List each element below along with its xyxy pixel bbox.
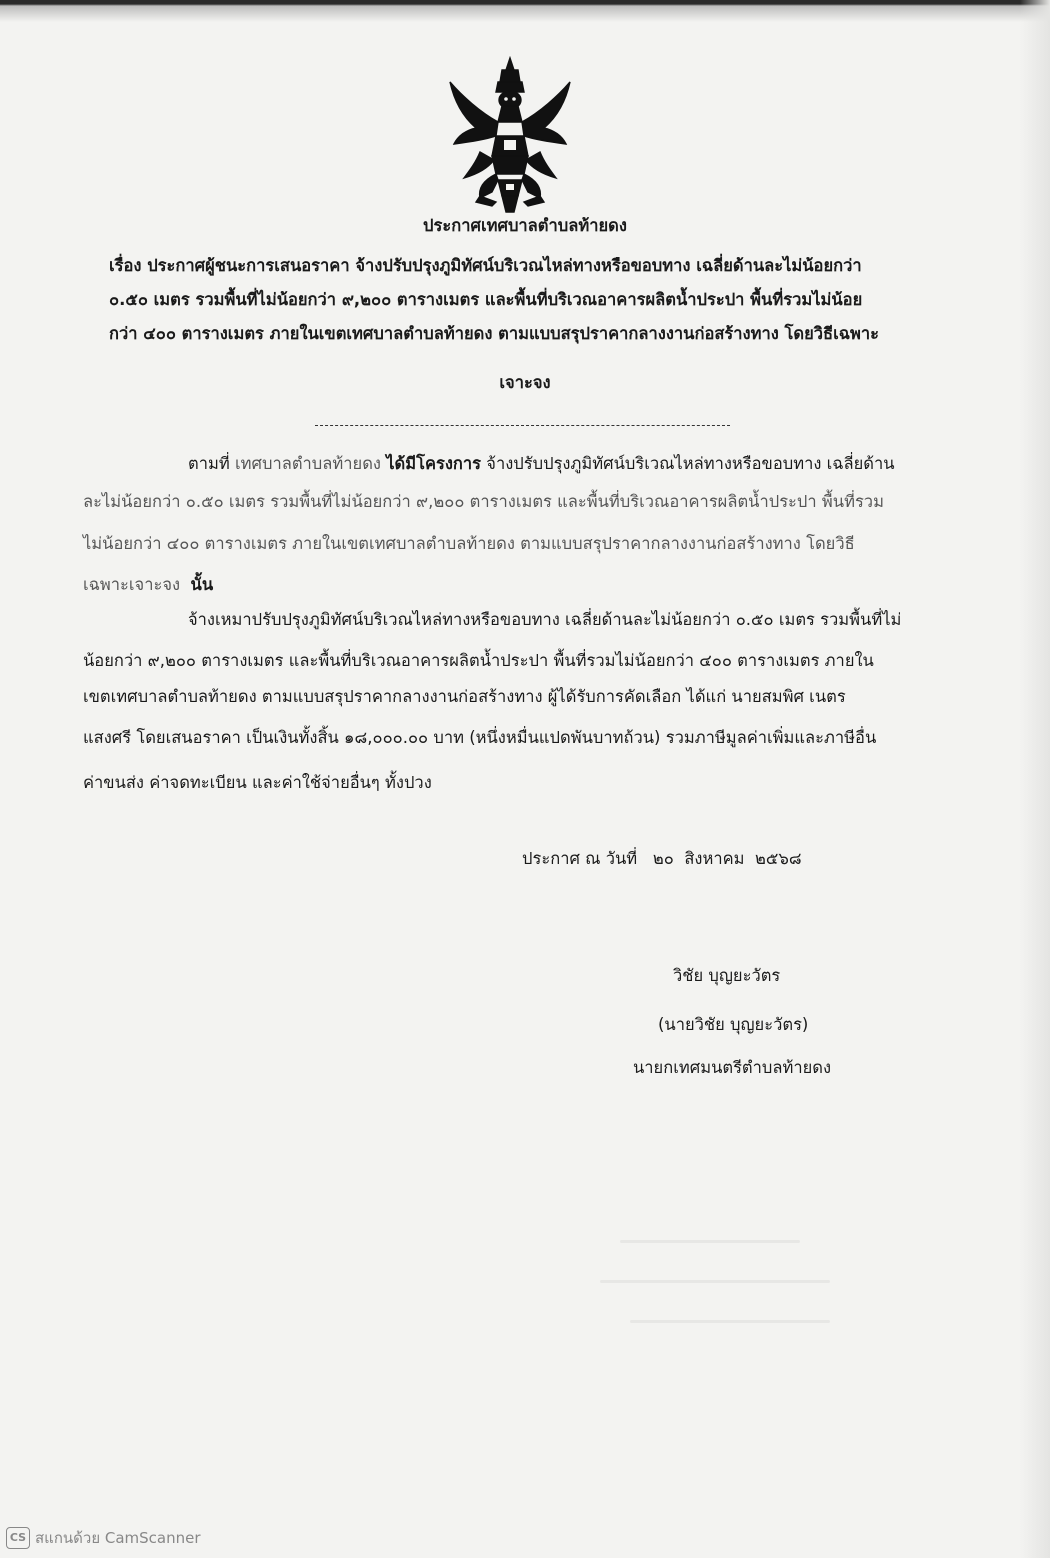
camscanner-text: สแกนด้วย CamScanner [35,1529,201,1547]
paragraph-1-line-1 [188,453,895,475]
official-position: นายกเทศมนตรีตำบลท้ายดง [633,1058,832,1077]
garuda-emblem [440,56,580,216]
p1-has-project: ได้มีโครงการ [386,454,482,473]
subject-line-2: ๐.๕๐ เมตร รวมพื้นที่ไม่น้อยกว่า ๙,๒๐๐ ตารางเมตร และพื้นที่บริเวณอาคารผลิตน้ำประปา พื้นที่รวมไม่น้อย [109,290,863,309]
paragraph-2-line-2: น้อยกว่า ๙,๒๐๐ ตารางเมตร และพื้นที่บริเวณอาคารผลิตน้ำประปา พื้นที่รวมไม่น้อยกว่า ๔๐๐ ตารางเมตร ภายใน [83,651,874,670]
subject-line-1-rest: จ้างปรับปรุงภูมิทัศน์บริเวณไหล่ทางหรือขอบทาง เฉลี่ยด้านละไม่น้อยกว่า [349,256,862,275]
paragraph-1-line-4 [83,574,213,596]
paragraph-2-line-5: ค่าขนส่ง ค่าจดทะเบียน และค่าใช้จ่ายอื่นๆ ทั้งปวง [83,773,432,792]
p1-end: นั้น [190,575,214,594]
dashed-divider [315,425,730,426]
subject-line-4: เจาะจง [499,373,551,392]
bleed-through-mark [600,1280,830,1283]
announcement-title: ประกาศเทศบาลตำบลท้ายดง [423,216,627,235]
p1-method: เฉพาะเจาะจง [83,575,181,594]
announce-date: ประกาศ ณ วันที่ ๒๐ สิงหาคม ๒๕๖๘ [522,849,802,868]
scan-top-edge [0,0,1050,22]
camscanner-logo-icon: CS [6,1527,30,1549]
camscanner-watermark [6,1527,201,1549]
signature-name: วิชัย บุญยะวัตร [673,966,781,985]
printed-name: (นายวิชัย บุญยะวัตร) [658,1015,809,1034]
bleed-through-mark [630,1320,830,1323]
paragraph-2-line-1: จ้างเหมาปรับปรุงภูมิทัศน์บริเวณไหล่ทางหรือขอบทาง เฉลี่ยด้านละไม่น้อยกว่า ๐.๕๐ เมตร รวมพื้นที่ไม่ [188,610,902,629]
subject-line-1 [109,255,862,277]
paragraph-1-line-2: ละไม่น้อยกว่า ๐.๕๐ เมตร รวมพื้นที่ไม่น้อยกว่า ๙,๒๐๐ ตารางเมตร และพื้นที่บริเวณอาคารผลิตน้ำประปา พื้นที่รวม [83,492,884,511]
subject-label: เรื่อง ประกาศผู้ชนะการเสนอราคา [109,256,350,275]
subject-line-3: กว่า ๔๐๐ ตารางเมตร ภายในเขตเทศบาลตำบลท้ายดง ตามแบบสรุปราคากลางงานก่อสร้างทาง โดยวิธีเฉพาะ [109,324,880,343]
paragraph-2-line-4: แสงศรี โดยเสนอราคา เป็นเงินทั้งสิ้น ๑๘,๐๐๐.๐๐ บาท (หนึ่งหมื่นแปดพันบาทถ้วน) รวมภาษีมูลค่าเพิ่มและภาษีอื่น [83,728,877,747]
p1-agency: เทศบาลตำบลท้ายดง [229,454,387,473]
paragraph-1-line-3: ไม่น้อยกว่า ๔๐๐ ตารางเมตร ภายในเขตเทศบาลตำบลท้ายดง ตามแบบสรุปราคากลางงานก่อสร้างทาง โดยวิธี [83,534,855,553]
p1-project: จ้างปรับปรุงภูมิทัศน์บริเวณไหล่ทางหรือขอบทาง เฉลี่ยด้าน [481,454,895,473]
paragraph-2-line-3: เขตเทศบาลตำบลท้ายดง ตามแบบสรุปราคากลางงานก่อสร้างทาง ผู้ได้รับการคัดเลือก ได้แก่ นายสมพิศ เนตร [83,687,846,706]
p1-lead: ตามที่ [188,454,230,473]
bleed-through-mark [620,1240,800,1243]
